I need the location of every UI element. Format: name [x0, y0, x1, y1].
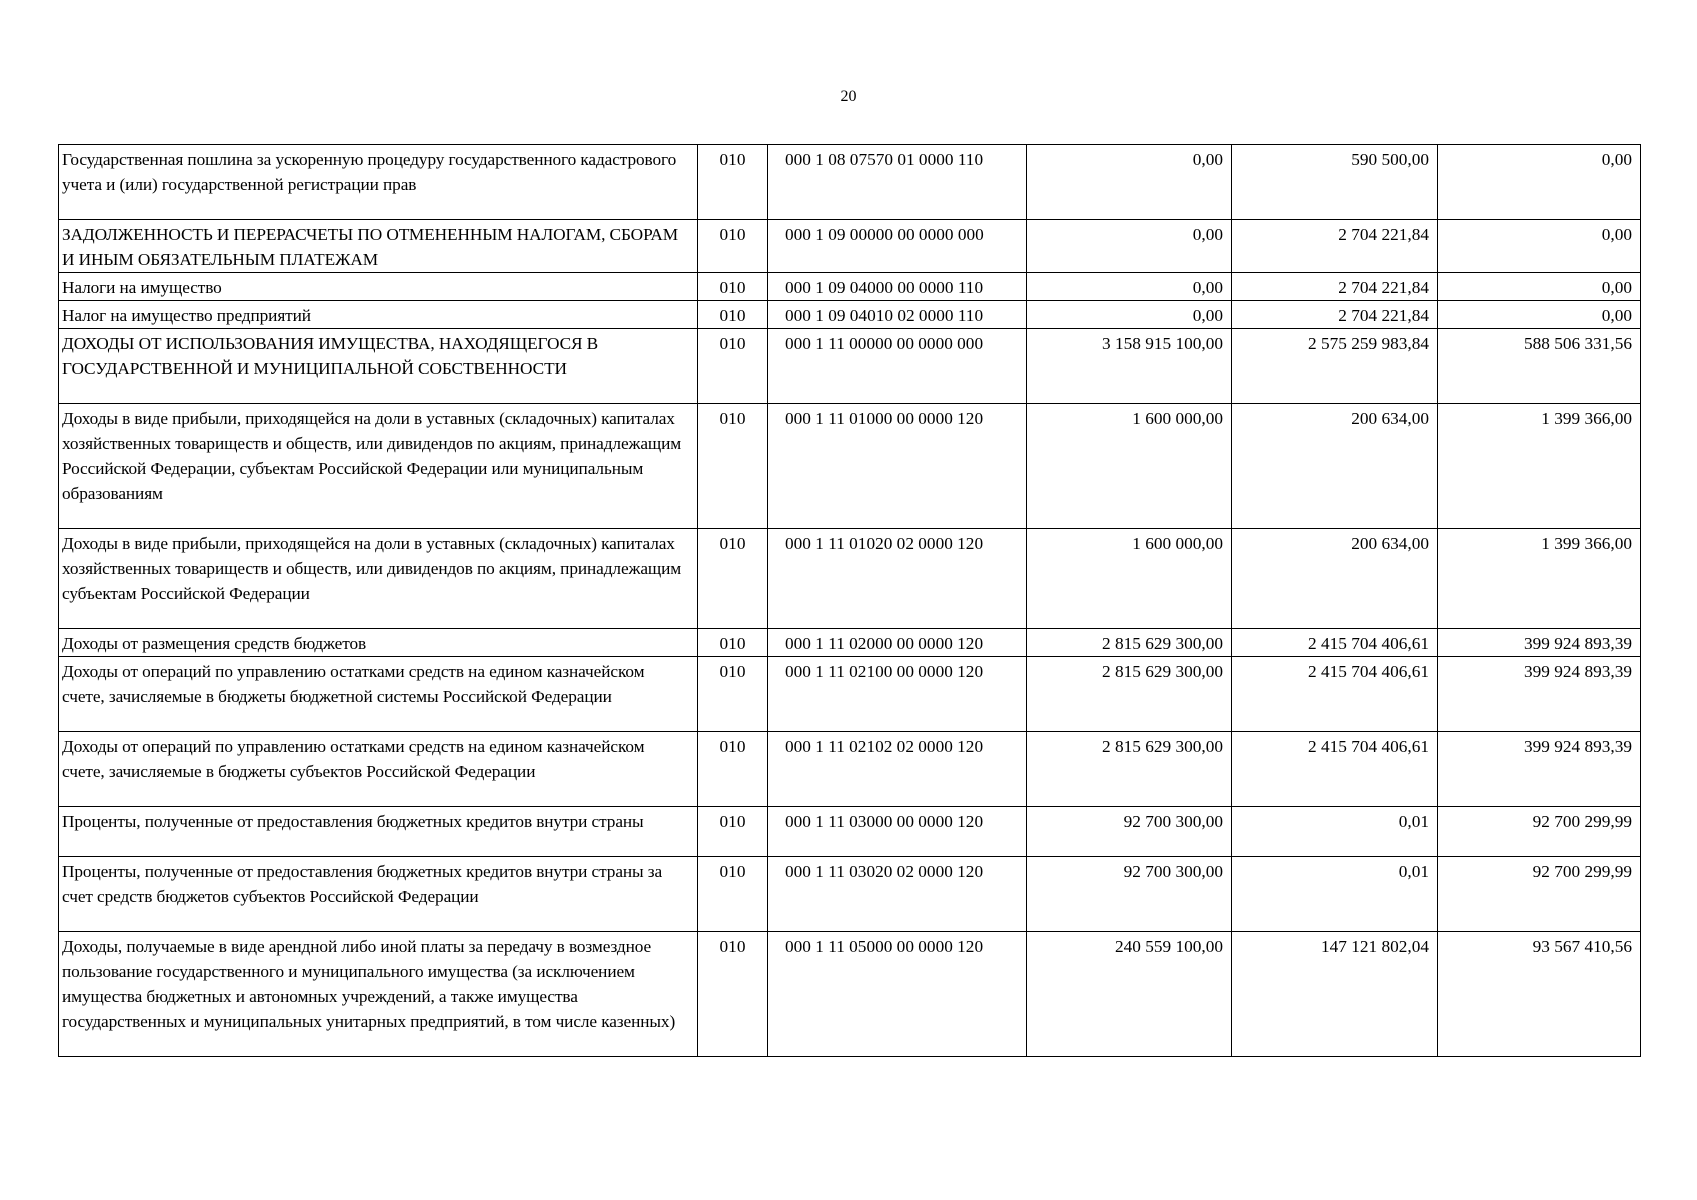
- row-unexecuted: 92 700 299,99: [1438, 807, 1641, 857]
- row-code: 010: [698, 273, 768, 301]
- row-executed: 2 704 221,84: [1232, 301, 1438, 329]
- table-row: [59, 857, 1641, 932]
- row-executed: 200 634,00: [1232, 529, 1438, 629]
- row-executed: 0,01: [1232, 807, 1438, 857]
- row-unexecuted: 588 506 331,56: [1438, 329, 1641, 404]
- row-approved: 2 815 629 300,00: [1027, 629, 1232, 657]
- row-executed: 200 634,00: [1232, 404, 1438, 529]
- row-name: Доходы от размещения средств бюджетов: [59, 629, 698, 657]
- row-executed: 2 575 259 983,84: [1232, 329, 1438, 404]
- row-unexecuted: 399 924 893,39: [1438, 657, 1641, 732]
- row-code: 010: [698, 657, 768, 732]
- row-unexecuted: 399 924 893,39: [1438, 629, 1641, 657]
- row-approved: 1 600 000,00: [1027, 529, 1232, 629]
- row-kbk: 000 1 11 00000 00 0000 000: [768, 329, 1027, 404]
- row-unexecuted: 399 924 893,39: [1438, 732, 1641, 807]
- row-name: Доходы, получаемые в виде арендной либо иной платы за передачу в возмездное пользование государственного и муниципального имущества (за исключением имущества бюджетных и автономных учреждений, а также имущества государственных и муниципальных унитарных предприятий, в том числе казенных): [59, 932, 698, 1057]
- row-name: Доходы в виде прибыли, приходящейся на доли в уставных (складочных) капиталах хозяйственных товариществ и обществ, или дивидендов по акциям, принадлежащим Российской Федерации, субъектам Российской Федерации или муниципальным образованиям: [59, 404, 698, 529]
- row-kbk: 000 1 09 00000 00 0000 000: [768, 220, 1027, 273]
- row-name: ЗАДОЛЖЕННОСТЬ И ПЕРЕРАСЧЕТЫ ПО ОТМЕНЕННЫМ НАЛОГАМ, СБОРАМ И ИНЫМ ОБЯЗАТЕЛЬНЫМ ПЛАТЕЖАМ: [59, 220, 698, 273]
- row-approved: 1 600 000,00: [1027, 404, 1232, 529]
- row-executed: 590 500,00: [1232, 145, 1438, 220]
- table-row: [59, 273, 1641, 301]
- row-name: Доходы от операций по управлению остатками средств на едином казначейском счете, зачисляемые в бюджеты субъектов Российской Федерации: [59, 732, 698, 807]
- row-code: 010: [698, 932, 768, 1057]
- table-row: [59, 145, 1641, 220]
- row-name: Налоги на имущество: [59, 273, 698, 301]
- row-executed: 2 704 221,84: [1232, 220, 1438, 273]
- row-unexecuted: 93 567 410,56: [1438, 932, 1641, 1057]
- table-row: [59, 220, 1641, 273]
- row-approved: 3 158 915 100,00: [1027, 329, 1232, 404]
- row-code: 010: [698, 857, 768, 932]
- row-unexecuted: 0,00: [1438, 145, 1641, 220]
- row-code: 010: [698, 301, 768, 329]
- row-kbk: 000 1 11 01000 00 0000 120: [768, 404, 1027, 529]
- row-approved: 92 700 300,00: [1027, 857, 1232, 932]
- row-kbk: 000 1 11 05000 00 0000 120: [768, 932, 1027, 1057]
- row-approved: 92 700 300,00: [1027, 807, 1232, 857]
- row-unexecuted: 0,00: [1438, 273, 1641, 301]
- row-kbk: 000 1 11 01020 02 0000 120: [768, 529, 1027, 629]
- row-code: 010: [698, 404, 768, 529]
- row-kbk: 000 1 09 04000 00 0000 110: [768, 273, 1027, 301]
- row-approved: 0,00: [1027, 301, 1232, 329]
- row-kbk: 000 1 11 03000 00 0000 120: [768, 807, 1027, 857]
- row-unexecuted: 92 700 299,99: [1438, 857, 1641, 932]
- row-approved: 0,00: [1027, 220, 1232, 273]
- row-code: 010: [698, 732, 768, 807]
- table-row: [59, 629, 1641, 657]
- table-row: [59, 932, 1641, 1057]
- row-name: Государственная пошлина за ускоренную процедуру государственного кадастрового учета и (или) государственной регистрации прав: [59, 145, 698, 220]
- row-name: Доходы от операций по управлению остатками средств на едином казначейском счете, зачисляемые в бюджеты бюджетной системы Российской Федерации: [59, 657, 698, 732]
- row-name: Проценты, полученные от предоставления бюджетных кредитов внутри страны: [59, 807, 698, 857]
- row-executed: 2 704 221,84: [1232, 273, 1438, 301]
- row-executed: 2 415 704 406,61: [1232, 657, 1438, 732]
- table-row: [59, 807, 1641, 857]
- row-kbk: 000 1 08 07570 01 0000 110: [768, 145, 1027, 220]
- table-row: [59, 657, 1641, 732]
- row-name: ДОХОДЫ ОТ ИСПОЛЬЗОВАНИЯ ИМУЩЕСТВА, НАХОДЯЩЕГОСЯ В ГОСУДАРСТВЕННОЙ И МУНИЦИПАЛЬНОЙ СОБСТВЕННОСТИ: [59, 329, 698, 404]
- row-approved: 2 815 629 300,00: [1027, 657, 1232, 732]
- row-code: 010: [698, 629, 768, 657]
- revenue-table: [58, 144, 1641, 1057]
- row-kbk: 000 1 11 02102 02 0000 120: [768, 732, 1027, 807]
- row-kbk: 000 1 11 02100 00 0000 120: [768, 657, 1027, 732]
- row-approved: 0,00: [1027, 273, 1232, 301]
- row-code: 010: [698, 329, 768, 404]
- row-code: 010: [698, 529, 768, 629]
- row-approved: 240 559 100,00: [1027, 932, 1232, 1057]
- row-name: Доходы в виде прибыли, приходящейся на доли в уставных (складочных) капиталах хозяйственных товариществ и обществ, или дивидендов по акциям, принадлежащим субъектам Российской Федерации: [59, 529, 698, 629]
- table-row: [59, 732, 1641, 807]
- row-name: Проценты, полученные от предоставления бюджетных кредитов внутри страны за счет средств бюджетов субъектов Российской Федерации: [59, 857, 698, 932]
- row-code: 010: [698, 807, 768, 857]
- row-executed: 2 415 704 406,61: [1232, 629, 1438, 657]
- row-approved: 0,00: [1027, 145, 1232, 220]
- row-executed: 147 121 802,04: [1232, 932, 1438, 1057]
- row-code: 010: [698, 145, 768, 220]
- row-unexecuted: 0,00: [1438, 220, 1641, 273]
- row-executed: 2 415 704 406,61: [1232, 732, 1438, 807]
- row-kbk: 000 1 09 04010 02 0000 110: [768, 301, 1027, 329]
- row-name: Налог на имущество предприятий: [59, 301, 698, 329]
- row-code: 010: [698, 220, 768, 273]
- row-approved: 2 815 629 300,00: [1027, 732, 1232, 807]
- row-unexecuted: 1 399 366,00: [1438, 404, 1641, 529]
- table-row: [59, 529, 1641, 629]
- row-unexecuted: 0,00: [1438, 301, 1641, 329]
- table-row: [59, 301, 1641, 329]
- table-row: [59, 404, 1641, 529]
- table-row: [59, 329, 1641, 404]
- row-kbk: 000 1 11 03020 02 0000 120: [768, 857, 1027, 932]
- row-unexecuted: 1 399 366,00: [1438, 529, 1641, 629]
- page-number: 20: [840, 88, 857, 105]
- row-kbk: 000 1 11 02000 00 0000 120: [768, 629, 1027, 657]
- row-executed: 0,01: [1232, 857, 1438, 932]
